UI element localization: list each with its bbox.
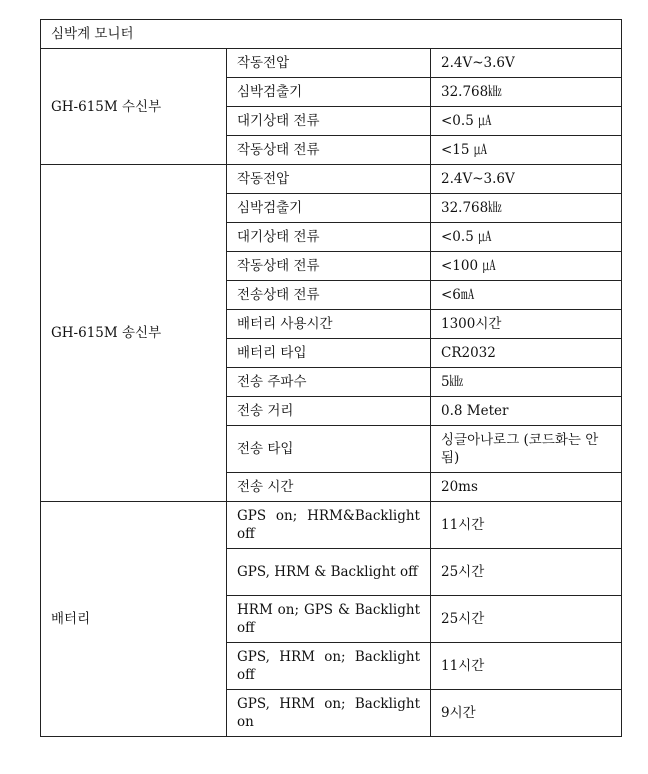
param-value: 2.4V~3.6V: [431, 165, 622, 194]
param-value: 1300시간: [431, 310, 622, 339]
group-receiver: GH-615M 수신부: [41, 49, 227, 165]
param-value: <0.5 ㎂: [431, 107, 622, 136]
param-label: HRM on; GPS & Backlight off: [227, 596, 431, 643]
param-label: 심박검출기: [227, 194, 431, 223]
param-label: GPS, HRM on; Backlight off: [227, 643, 431, 690]
param-label: 대기상태 전류: [227, 107, 431, 136]
param-label: 배터리 타입: [227, 339, 431, 368]
param-value: 싱글아나로그 (코드화는 안됨): [431, 426, 622, 473]
table-row: [41, 502, 622, 549]
group-transmitter: GH-615M 송신부: [41, 165, 227, 502]
param-label: 대기상태 전류: [227, 223, 431, 252]
param-label: GPS, HRM & Backlight off: [227, 549, 431, 596]
param-value: <0.5 ㎂: [431, 223, 622, 252]
param-value: 25시간: [431, 549, 622, 596]
param-label: 전송 주파수: [227, 368, 431, 397]
param-value: 32.768㎑: [431, 194, 622, 223]
param-value: 0.8 Meter: [431, 397, 622, 426]
table-row: [41, 49, 622, 78]
param-label: 전송 거리: [227, 397, 431, 426]
param-value: 11시간: [431, 643, 622, 690]
param-value: <6㎃: [431, 281, 622, 310]
param-value: 9시간: [431, 690, 622, 737]
param-label: 심박검출기: [227, 78, 431, 107]
param-value: 32.768㎑: [431, 78, 622, 107]
param-label: GPS on; HRM&Backlight off: [227, 502, 431, 549]
param-value: <15 ㎂: [431, 136, 622, 165]
param-label: 작동전압: [227, 165, 431, 194]
param-label: 전송 시간: [227, 473, 431, 502]
param-value: <100 ㎂: [431, 252, 622, 281]
title-row: [41, 20, 622, 49]
param-label: 작동상태 전류: [227, 252, 431, 281]
param-label: GPS, HRM on; Backlight on: [227, 690, 431, 737]
param-value: 2.4V~3.6V: [431, 49, 622, 78]
group-battery: 배터리: [41, 502, 227, 737]
table-title: 심박계 모니터: [41, 20, 622, 49]
param-value: 11시간: [431, 502, 622, 549]
spec-table: [40, 19, 622, 737]
param-label: 배터리 사용시간: [227, 310, 431, 339]
param-label: 작동상태 전류: [227, 136, 431, 165]
param-label: 전송 타입: [227, 426, 431, 473]
param-label: 전송상태 전류: [227, 281, 431, 310]
param-value: 25시간: [431, 596, 622, 643]
param-value: 5㎑: [431, 368, 622, 397]
param-value: CR2032: [431, 339, 622, 368]
param-value: 20ms: [431, 473, 622, 502]
table-row: [41, 165, 622, 194]
param-label: 작동전압: [227, 49, 431, 78]
